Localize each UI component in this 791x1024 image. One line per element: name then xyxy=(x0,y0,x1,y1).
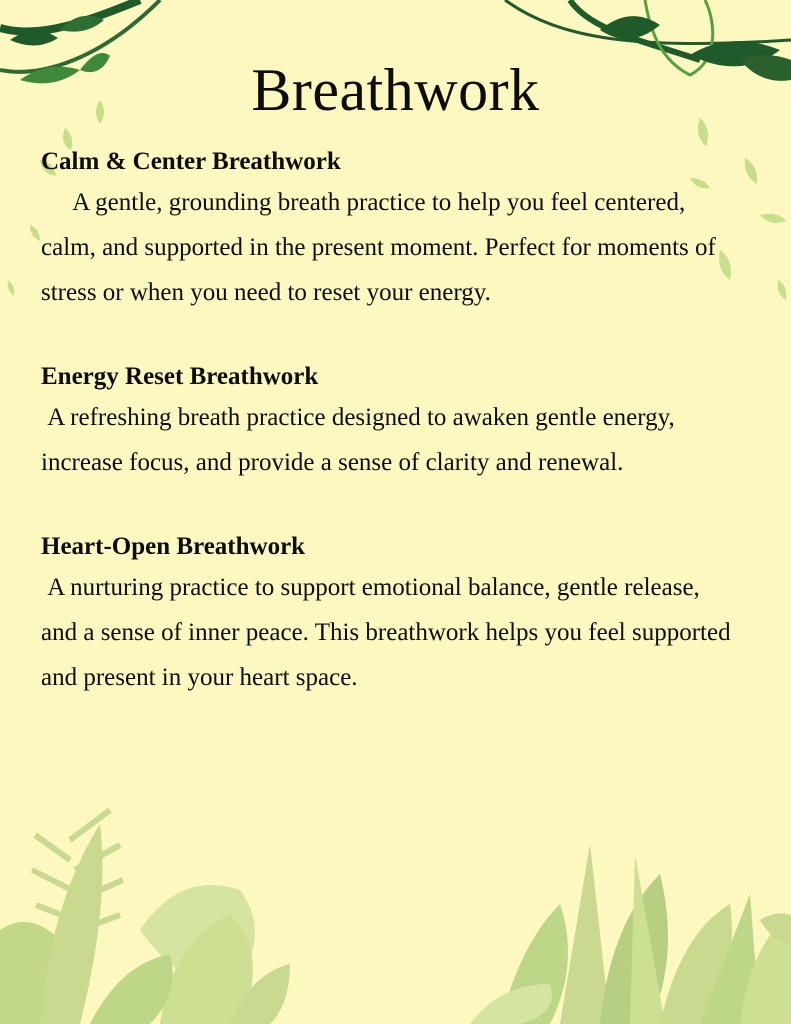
section-heading: Calm & Center Breathwork xyxy=(41,148,341,175)
section-body: A refreshing breath practice designed to awaken gentle energy, increase focus, and provide a sense of clarity and renewal. xyxy=(41,404,682,476)
section-heart-open xyxy=(41,529,741,700)
section-body: A gentle, grounding breath practice to help you feel centered, calm, and supported in the present moment. Perfect for moments of stress or when you need to reset your energy. xyxy=(41,189,723,306)
section-heading: Heart-Open Breathwork xyxy=(41,533,306,560)
page-title: Breathwork xyxy=(251,57,540,123)
section-heading: Energy Reset Breathwork xyxy=(41,363,319,390)
section-body: A nurturing practice to support emotional balance, gentle release, and a sense of inner peace. This breathwork helps you feel supported and present in your heart space. xyxy=(41,574,737,691)
section-energy-reset xyxy=(41,359,741,485)
bottom-right-foliage-icon xyxy=(470,844,791,1024)
bottom-left-foliage-icon xyxy=(0,810,290,1024)
section-calm-center xyxy=(41,144,741,315)
sections-list xyxy=(41,144,741,700)
